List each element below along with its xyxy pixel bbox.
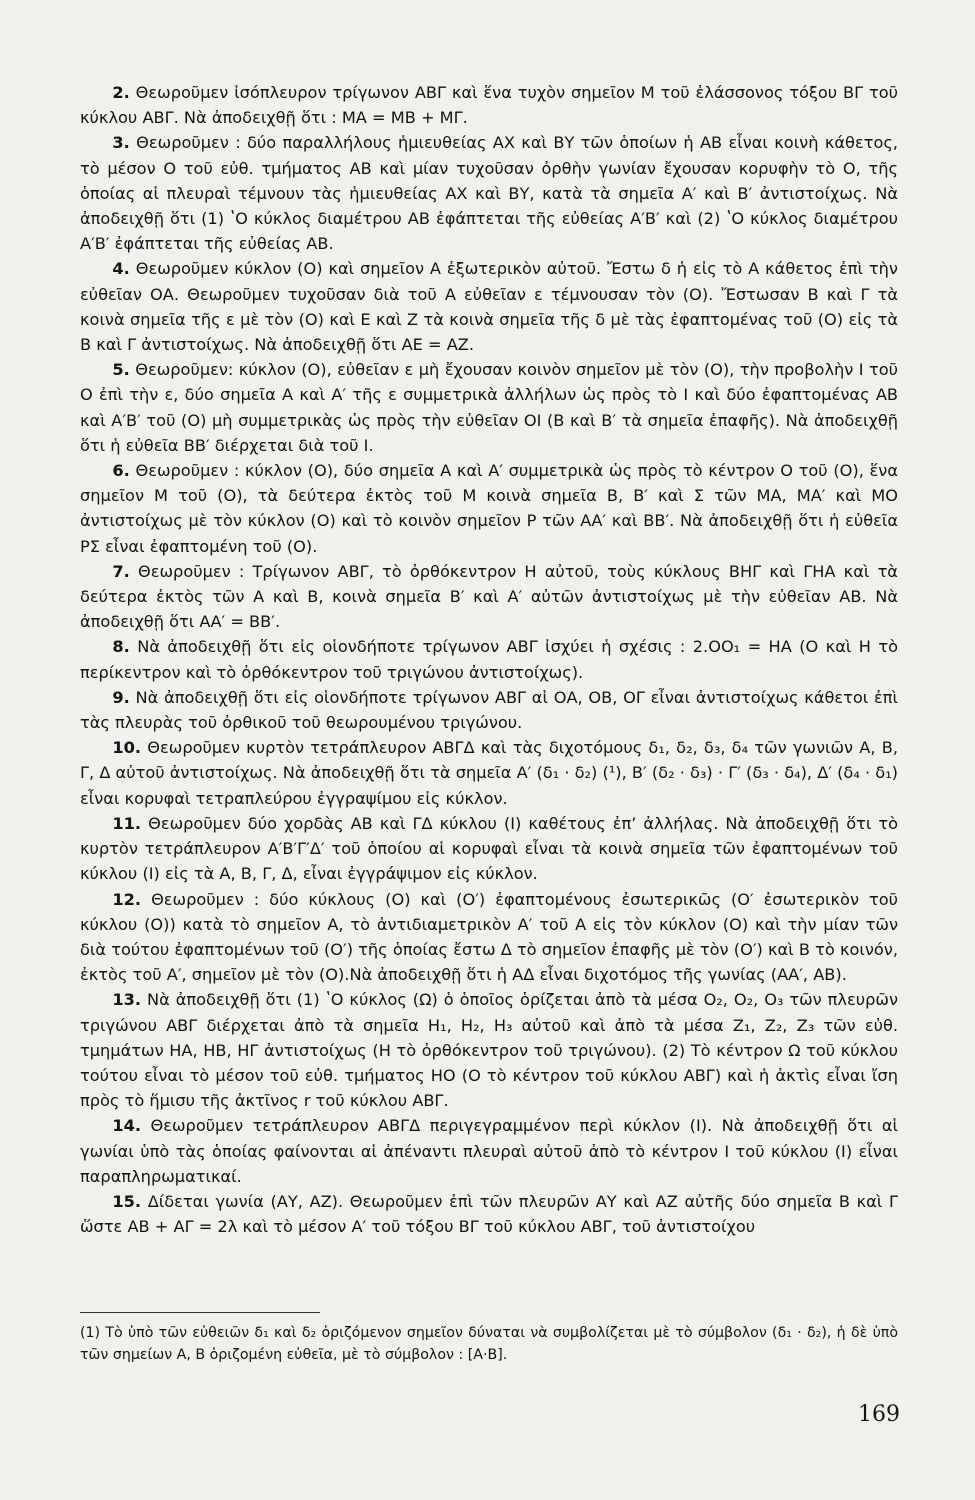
exercise-number: 3. xyxy=(112,133,130,153)
exercise-text: Νὰ ἀποδειχθῇ ὅτι εἰς οἱονδήποτε τρίγωνον ΑΒΓ αἱ ΟΑ, ΟΒ, ΟΓ εἶναι ἀντιστοίχως κάθετοι ἐπὶ τὰς πλευρὰς τοῦ ὀρθικοῦ τοῦ θεωρουμένου τριγώνου. xyxy=(80,687,898,733)
exercise-2 xyxy=(80,80,898,130)
exercise-text: Θεωροῦμεν : Τρίγωνον ΑΒΓ, τὸ ὀρθόκεντρον Η αὐτοῦ, τοὺς κύκλους ΒΗΓ καὶ ΓΗΑ καὶ τὰ δεύτερα ἐκτὸς τῶν Α καὶ Β, κοινὰ σημεῖα Β′ καὶ Α′ αὐτῶν ἀντιστοίχως μὲ τὴν εὐθεῖαν ΑΒ. Νὰ ἀποδειχθῇ ὅτι ΑΑ′ = ΒΒ′. xyxy=(80,561,898,632)
exercise-text: Θεωροῦμεν κυρτὸν τετράπλευρον ΑΒΓΔ καὶ τὰς διχοτόμους δ₁, δ₂, δ₃, δ₄ τῶν γωνιῶν Α, Β, Γ, Δ αὐτοῦ ἀντιστοίχως. Νὰ ἀποδειχθῇ ὅτι τὰ σημεῖα Α′ (δ₁ · δ₂) (¹), Β′ (δ₂ · δ₃) · Γ′ (δ₃ · δ₄), Δ′ (δ₄ · δ₁) εἶναι κορυφαὶ τετραπλεύρου ἐγγραψίμου εἰς κύκλον. xyxy=(80,738,898,808)
exercise-9 xyxy=(80,685,898,735)
exercise-number: 14. xyxy=(112,1116,142,1136)
exercise-text: Θεωροῦμεν ἰσόπλευρον τρίγωνον ΑΒΓ καὶ ἕνα τυχὸν σημεῖον Μ τοῦ ἐλάσσονος τόξου ΒΓ τοῦ κύκλου ΑΒΓ. Νὰ ἀποδειχθῇ ὅτι : ΜΑ = ΜΒ + ΜΓ. xyxy=(80,83,898,128)
exercise-number: 6. xyxy=(112,461,130,481)
exercise-5 xyxy=(80,357,898,458)
exercise-3 xyxy=(80,130,898,256)
exercise-11 xyxy=(80,811,898,887)
exercise-text: Θεωροῦμεν: κύκλον (Ο), εὐθεῖαν ε μὴ ἔχουσαν κοινὸν σημεῖον μὲ τὸν (Ο), τὴν προβολὴν Ι τοῦ Ο ἐπὶ τὴν ε, δύο σημεῖα Α καὶ Α′ τῆς ε συμμετρικὰ ἀλλήλων ὡς πρὸς τὸ Ι καὶ δύο ἐφαπτομένας ΑΒ καὶ Α′Β′ τοῦ (Ο) μὴ συμμετρικὰς ὡς πρὸς τὴν εὐθεῖαν ΟΙ (Β καὶ Β′ τὰ σημεῖα ἐπαφῆς). Νὰ ἀποδειχθῇ ὅτι ἡ εὐθεῖα ΒΒ′ διέρχεται διὰ τοῦ Ι. xyxy=(80,360,898,455)
footnote: (1) Τὸ ὑπὸ τῶν εὐθειῶν δ₁ καὶ δ₂ ὁριζόμενον σημεῖον δύναται νὰ συμβολίζεται μὲ τὸ σύμβολον (δ₁ · δ₂), ἡ δὲ ὑπὸ τῶν σημείων Α, Β ὁριζομένη εὐθεῖα, μὲ τὸ σύμβολον : [Α·Β]. xyxy=(80,1325,898,1363)
footnote-rule xyxy=(80,1312,320,1313)
exercise-number: 4. xyxy=(112,259,130,279)
exercise-10 xyxy=(80,735,898,811)
exercise-text: Θεωροῦμεν : δύο κύκλους (Ο) καὶ (Ο′) ἐφαπτομένους ἐσωτερικῶς (Ο′ ἐσωτερικὸν τοῦ κύκλου (Ο)) κατὰ τὸ σημεῖον Α, τὸ ἀντιδιαμετρικὸν Α′ τοῦ Α εἰς τὸν κύκλον (Ο) καὶ τὴν μίαν τῶν διὰ τούτου ἐφαπτομένων τοῦ (Ο′) τῆς ὁποίας ἔστω Δ τὸ σημεῖον ἐπαφῆς μὲ τὸν (Ο′) καὶ Β τὸ κοινόν, ἐκτὸς τοῦ Α′, σημεῖον μὲ τὸν (Ο).Νὰ ἀποδειχθῇ ὅτι ἡ ΑΔ εἶναι διχοτόμος τῆς γωνίας (ΑΑ′, ΑΒ). xyxy=(80,889,898,985)
exercise-number: 12. xyxy=(112,889,142,909)
exercise-number: 9. xyxy=(112,687,130,707)
exercise-number: 13. xyxy=(112,990,142,1010)
exercise-text: Νὰ ἀποδειχθῇ ὅτι εἰς οἱονδήποτε τρίγωνον ΑΒΓ ἰσχύει ἡ σχέσις : 2.ΟΟ₁ = ΗΑ (Ο καὶ Η τὸ περίκεντρον καὶ τὸ ὀρθόκεντρον τοῦ τριγώνου ἀντιστοίχως). xyxy=(80,637,899,682)
exercise-12 xyxy=(80,887,898,988)
page-number: 169 xyxy=(858,1402,900,1427)
exercise-text: Νὰ ἀποδειχθῇ ὅτι (1) ʽΟ κύκλος (Ω) ὁ ὁποῖος ὁρίζεται ἀπὸ τὰ μέσα Ο₂, Ο₂, Ο₃ τῶν πλευρῶν τριγώνου ΑΒΓ διέρχεται ἀπὸ τὰ σημεῖα Η₁, Η₂, Η₃ αὐτοῦ καὶ ἀπὸ τὰ μέσα Ζ₁, Ζ₂, Ζ₃ τῶν εὐθ. τμημάτων ΗΑ, ΗΒ, ΗΓ ἀντιστοίχως (Η τὸ ὀρθόκεντρον τοῦ τριγώνου). (2) Τὸ κέντρον Ω τοῦ κύκλου τούτου εἶναι τὸ μέσον τοῦ εὐθ. τμήματος ΗΟ (Ο τὸ κέντρον τοῦ κύκλου ΑΒΓ) καὶ ἡ ἀκτὶς εἶναι ἴση πρὸς τὸ ἥμισυ τῆς ἀκτῖνος r τοῦ κύκλου ΑΒΓ. xyxy=(80,990,898,1111)
exercise-13 xyxy=(80,987,898,1113)
exercise-number: 11. xyxy=(112,813,142,833)
exercise-number: 7. xyxy=(112,561,130,581)
exercise-8 xyxy=(80,634,898,684)
exercise-text: Θεωροῦμεν δύο χορδὰς ΑΒ καὶ ΓΔ κύκλου (Ι) καθέτους ἐπ’ ἀλλήλας. Νὰ ἀποδειχθῇ ὅτι τὸ κυρτὸν τετράπλευρον Α′Β′Γ′Δ′ τοῦ ὁποίου αἱ κορυφαὶ εἶναι τὰ κοινὰ σημεῖα τῶν ἐφαπτομένων τοῦ κύκλου (Ι) εἰς τὰ Α, Β, Γ, Δ, εἶναι ἐγγράψιμον εἰς κύκλον. xyxy=(80,813,899,884)
exercise-14 xyxy=(80,1113,898,1189)
exercise-list xyxy=(80,80,898,1239)
exercise-6 xyxy=(80,458,898,559)
exercise-number: 15. xyxy=(112,1191,142,1211)
exercise-text: Θεωροῦμεν κύκλον (Ο) καὶ σημεῖον Α ἐξωτερικὸν αὐτοῦ. Ἔστω δ ἡ εἰς τὸ Α κάθετος ἐπὶ τὴν εὐθεῖαν ΟΑ. Θεωροῦμεν τυχοῦσαν διὰ τοῦ Α εὐθεῖαν ε τέμνουσαν τὸν (Ο). Ἔστωσαν Β καὶ Γ τὰ κοινὰ σημεῖα τῆς ε μὲ τὸν (Ο) καὶ Ε καὶ Ζ τὰ κοινὰ σημεῖα τῆς δ μὲ τὰς ἐφαπτομένας τοῦ (Ο) εἰς τὰ Β καὶ Γ ἀντιστοίχως. Νὰ ἀποδειχθῇ ὅτι ΑΕ = ΑΖ. xyxy=(80,259,898,355)
exercise-number: 10. xyxy=(112,738,142,758)
exercise-7 xyxy=(80,559,898,635)
exercise-number: 8. xyxy=(112,637,130,657)
exercise-number: 2. xyxy=(112,83,130,102)
exercise-number: 5. xyxy=(112,360,130,380)
exercise-text: Θεωροῦμεν : κύκλον (Ο), δύο σημεῖα Α καὶ Α′ συμμετρικὰ ὡς πρὸς τὸ κέντρον Ο τοῦ (Ο), ἕνα σημεῖον Μ τοῦ (Ο), τὰ δεύτερα ἐκτὸς τοῦ Μ κοινὰ σημεῖα Β, Β′ καὶ Σ τῶν ΜΑ, ΜΑ′ καὶ ΜΟ ἀντιστοίχως μὲ τὸν κύκλον (Ο) καὶ τὸ κοινὸν σημεῖον Ρ τῶν ΑΑ′ καὶ ΒΒ′. Νὰ ἀποδειχθῇ ὅτι ἡ εὐθεῖα ΡΣ εἶναι ἐφαπτομένη τοῦ (Ο). xyxy=(80,461,898,556)
exercise-15 xyxy=(80,1189,898,1239)
exercise-text: Θεωροῦμεν : δύο παραλλήλους ἡμιευθείας ΑΧ καὶ ΒΥ τῶν ὁποίων ἡ ΑΒ εἶναι κοινὴ κάθετος, τὸ μέσον Ο τοῦ εὐθ. τμήματος ΑΒ καὶ μίαν τυχοῦσαν ὀρθὴν γωνίαν ἔχουσαν κορυφὴν τὸ Ο, τῆς ὁποίας αἱ πλευραὶ τέμνουν τὰς ἡμιευθείας ΑΧ καὶ ΒΥ, κατὰ τὰ σημεῖα Α′ καὶ Β′ ἀντιστοίχως. Νὰ ἀποδειχθῇ ὅτι (1) ʽΟ κύκλος διαμέτρου ΑΒ ἐφάπτεται τῆς εὐθείας Α′Β′ καὶ (2) ʽΟ κύκλος διαμέτρου Α′Β′ ἐφάπτεται τῆς εὐθείας ΑΒ. xyxy=(80,133,898,254)
exercise-4 xyxy=(80,256,898,357)
exercise-text: Δίδεται γωνία (ΑΥ, ΑΖ). Θεωροῦμεν ἐπὶ τῶν πλευρῶν ΑΥ καὶ ΑΖ αὐτῆς δύο σημεῖα Β καὶ Γ ὥστε ΑΒ + ΑΓ = 2λ καὶ τὸ μέσον Α′ τοῦ τόξου ΒΓ τοῦ κύκλου ΑΒΓ, τοῦ ἀντιστοίχου xyxy=(80,1191,898,1237)
exercise-text: Θεωροῦμεν τετράπλευρον ΑΒΓΔ περιγεγραμμένον περὶ κύκλον (Ι). Νὰ ἀποδειχθῇ ὅτι αἱ γωνίαι ὑπὸ τὰς ὁποίας φαίνονται αἱ ἀπέναντι πλευραὶ αὐτοῦ ἀπὸ τὸ κέντρον Ι τοῦ κύκλου (Ι) εἶναι παραπληρωματικαί. xyxy=(80,1116,898,1186)
